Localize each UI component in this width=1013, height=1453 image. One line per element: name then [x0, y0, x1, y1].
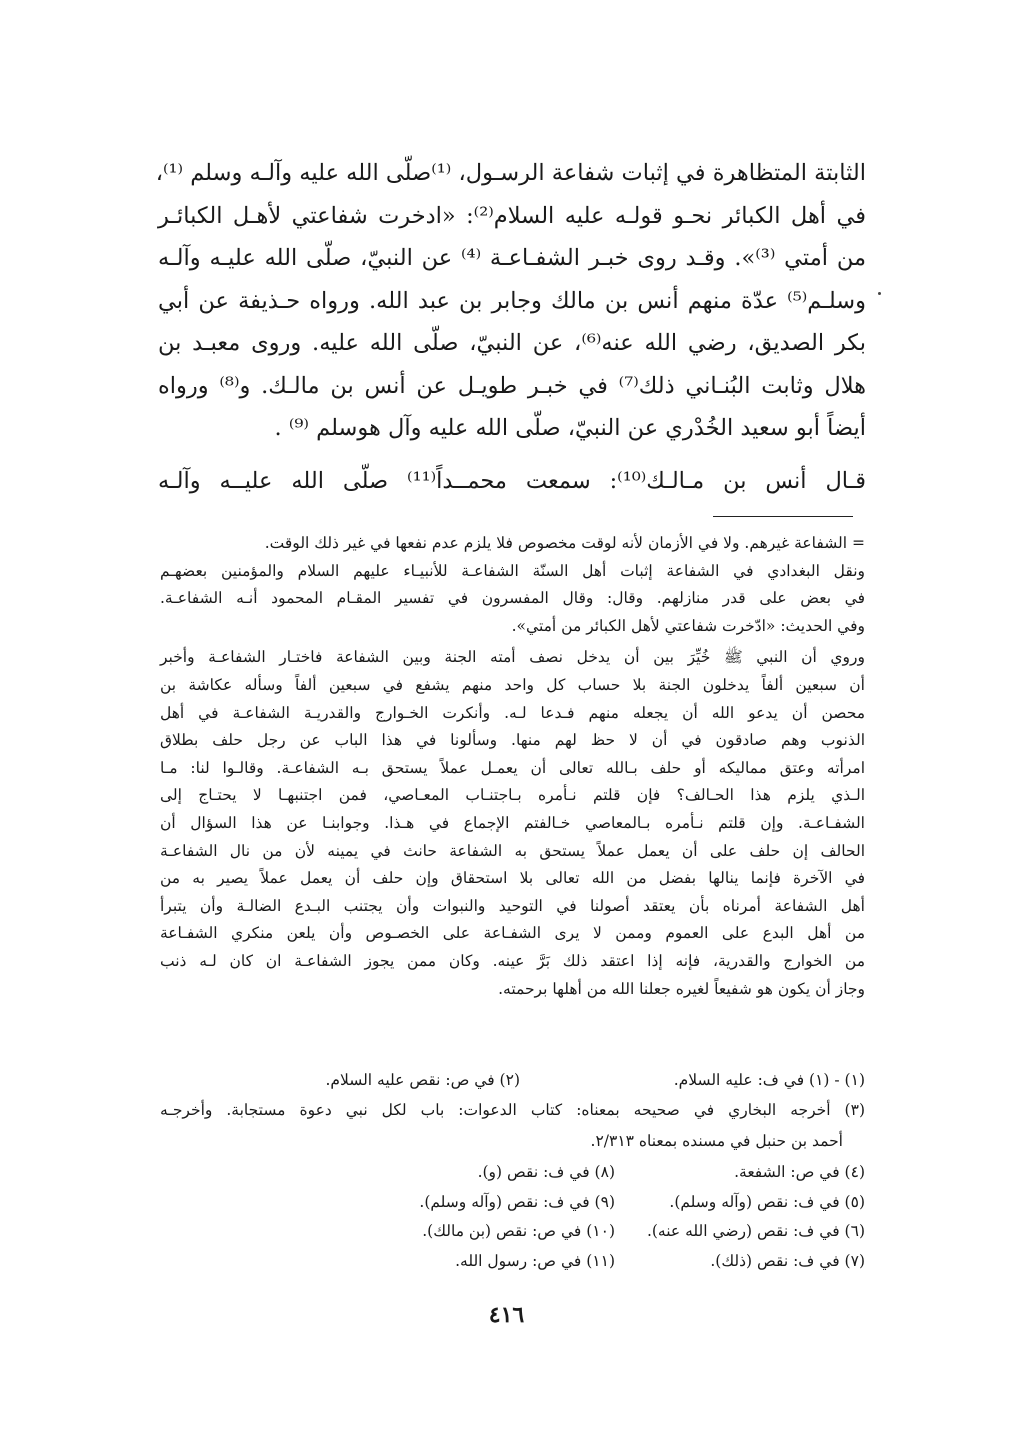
body-line: من أمتي ⁽³⁾». وقـد روى خبـر الشفـاعـة ⁽⁴⁾ عن النبيّ، صلّى الله عليـه وآلـه: [158, 245, 866, 271]
body-line: وسلـم⁽⁵⁾ عدّة منهم أنس بن مالك وجابر بن عبد الله. ورواه حـذيفة عن أبي: [158, 287, 866, 314]
footnote-row: [160, 1247, 865, 1277]
footnote-1: (١) - (١) في ف: عليه السلام.: [673, 1071, 865, 1089]
footnote-6: (٦) في ف: نقص (رضي الله عنه).: [646, 1222, 865, 1240]
footnote-7: (٧) في ف: نقص (ذلك).: [710, 1251, 865, 1270]
commentary-line: وفي الحديث: «ادّخرت شفاعتي لأهل الكبائر من أمتي».: [511, 616, 865, 635]
commentary-line: الشفـاعـة. وإن قلتم نـأمره بـالمعاصي خـالفتم الإجماع في هـذا. وجوابنـا عن هذا السؤال أن: [160, 813, 865, 832]
commentary-line: وروي أن النبي ﷺ خُيِّرَ بين أن يدخل نصف أمته الجنة وبين الشفاعة فاختـار الشفاعـة وأخبر: [160, 648, 865, 667]
commentary-line: = الشفاعة غيرهم. ولا في الأزمان لأنه لوقت مخصوص فلا يلزم عدم نفعها في غير ذلك الوقت.: [264, 534, 865, 552]
footnote-row: [160, 1066, 865, 1096]
footnote-10: (١٠) في ص: نقص (بن مالك).: [422, 1222, 615, 1240]
footnote-row: [160, 1158, 865, 1188]
page-number: ٤١٦: [488, 1302, 525, 1328]
commentary-notes: [160, 530, 865, 1003]
body-line: الثابتة المتظاهرة في إثبات شفاعة الرسـول، ⁽¹⁾صلّى الله عليه وآلـه وسلم ⁽¹⁾،: [155, 160, 866, 186]
footnote-11: (١١) في ص: رسول الله.: [455, 1251, 615, 1270]
footnote-row: [160, 1217, 865, 1247]
footnote-9: (٩) في ف: نقص (وآله وسلم).: [419, 1192, 615, 1211]
commentary-line: وجاز أن يكون هو شفيعاً لغيره جعلنا الله من أهلها برحمته.: [498, 979, 865, 998]
commentary-line: من أهل البدع على العموم وممن لا يرى الشفـاعة على الخصـوص وأن يلعن منكري الشفـاعة: [160, 924, 865, 943]
body-line: في أهل الكبائر نحـو قولـه عليه السلام⁽²⁾: «ادخرت شفاعتي لأهـل الكبائـر: [158, 202, 866, 229]
footnote-row: [160, 1188, 865, 1218]
body-line: أيضاً أبو سعيد الخُدْري عن النبيّ، صلّى الله عليه وآل هوسلم ⁽⁹⁾ .: [274, 415, 866, 441]
footnote-5: (٥) في ف: نقص (وآله وسلم).: [669, 1192, 865, 1211]
commentary-line: محصن أن يدعو الله أن يجعله منهم فـدعا لـه. وأنكرت الخـوارج والقدريـة الشفاعـة في أهل: [160, 703, 865, 722]
commentary-line: الـذي يلزم هذا الحـالف؟ فإن قلتم نـأمره بـاجتنـاب المعـاصي، فمن اجتنبهـا لا يحتـاج إلى: [160, 786, 865, 805]
commentary-line: ونقل البغدادي في الشفاعة إثبات أهل السنّة الشفاعـة للأنبيـاء عليهم السلام والمؤمنين بعضهـم: [160, 561, 865, 580]
footnote-2: (٢) في ص: نقص عليه السلام.: [325, 1071, 520, 1089]
footnote-3-continued: أحمد بن حنبل في مسنده بمعناه ٢/٣١٣.: [590, 1132, 843, 1150]
footnote-8: (٨) في ف: نقص (و).: [477, 1163, 615, 1181]
body-line: هلال وثابت البُنـاني ذلك⁽⁷⁾ في خبـر طويـل عن أنس بن مالـك. و⁽⁸⁾ ورواه: [158, 372, 866, 399]
footnotes: [160, 1066, 865, 1276]
commentary-line: أن سبعين ألفاً يدخلون الجنة بلا حساب كل واحد منهم يشفع في سبعين ألفاً وسأله عكاشة بن: [160, 675, 865, 694]
body-line: بكر الصديق، رضي الله عنه⁽⁶⁾، عن النبيّ، صلّى الله عليه. وروى معبـد بن: [158, 330, 866, 356]
footnote-4: (٤) في ص: الشفعة.: [734, 1163, 865, 1181]
commentary-line: الذنوب وهم صادقون في أن لا حظ لهم منها. وسألونا في هذا الباب عن رجل حلف بطلاق: [160, 731, 865, 750]
commentary-line: من الخوارج والقدرية، فإنه إذا اعتقد ذلك بَرَّ عينه. وكان ممن يجوز الشفاعـة ان كان لـه ذنب: [160, 951, 865, 970]
commentary-line: أهل الشفاعة أمرناه بأن يعتقد أصولنا في التوحيد والنبوات وأن يجتنب البـدع الضالـة وأن يتبرأ: [160, 896, 865, 915]
footnote-3: (٣) أخرجه البخاري في صحيحه بمعناه: كتاب الدعوات: باب لكل نبي دعوة مستجابة. وأخرجـه: [160, 1100, 865, 1119]
commentary-line: في بعض على قدر منازلهم. وقال: وقال المفسرون في تفسير المقـام المحمود أنـه الشفاعـة.: [160, 589, 865, 608]
margin-mark: [878, 292, 881, 295]
commentary-line: في الآخرة فإنما ينالها بفضل من الله تعالى بلا استحقاق وإن حلف أن يعمل عملاً يصير به من: [160, 869, 865, 888]
body-line: قـال أنس بن مـالـك⁽¹⁰⁾: سمعت محمــداً⁽¹¹⁾ صلّى الله عليــه وآلـه: [158, 467, 866, 494]
commentary-line: امرأته وعتق مماليكه أو حلف بـالله تعالى أن يعمـل عملاً يستحق بـه الشفاعـة. وقالـوا لنا: مـا: [160, 758, 865, 777]
commentary-line: الحالف إن حلف على أن يعمل عملاً يستحق به الشفاعة حانث في يمينه لأن من نال الشفاعـة: [160, 841, 865, 860]
main-body-text: [155, 152, 866, 502]
footnote-separator: [713, 516, 853, 517]
